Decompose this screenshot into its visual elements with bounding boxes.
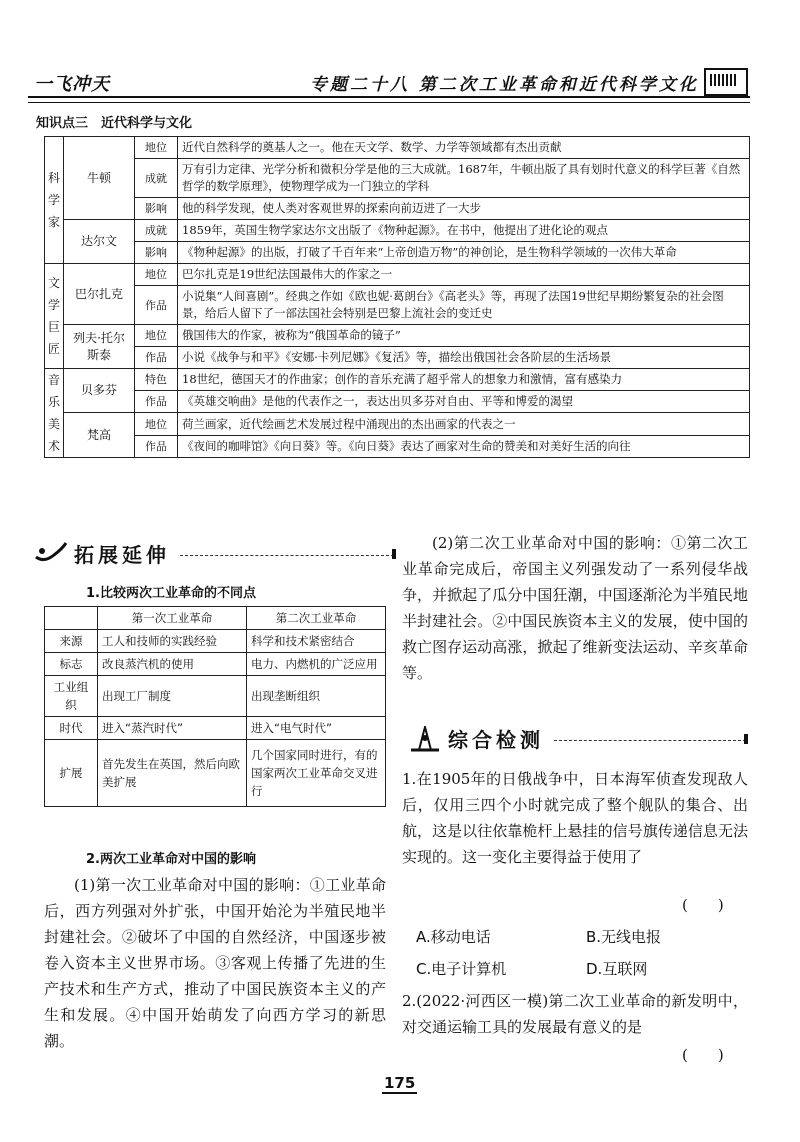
page-header — [28, 66, 750, 100]
compare-row-label: 工业组织 — [45, 676, 98, 717]
compare-cell: 出现垄断组织 — [247, 676, 386, 717]
compare-header-cell: 第一次工业革命 — [98, 607, 247, 630]
impact-paragraph-1: (1)第一次工业革命对中国的影响：①工业革命后，西方列强对外扩张，中国开始沦为半殖民地半封建社会。②破坏了中国的自然经济，中国逐步被卷入资本主义世界市场。③客观上传播了先进的生产技术和生产方式，推动了中国民族资本主义的产生和发展。④中国开始萌发了向西方学习的新思潮。 — [44, 876, 386, 1050]
answer-parentheses: ( ) — [682, 1046, 724, 1064]
series-logo: 一飞冲天 — [34, 74, 110, 95]
person-name: 牛顿 — [64, 137, 135, 220]
compare-cell: 进入“蒸汽时代” — [98, 717, 247, 740]
question-1: 1.在1905年的日俄战争中，日本海军侦查发现敌人后，仅用三四个小时就完成了整个舰队的集合、出航，这是以往依靠桅杆上悬挂的信号旗传递信息无法实现的。这一变化主要得益于使用了 — [402, 770, 748, 866]
compare-cell: 工人和技师的实践经验 — [98, 630, 247, 653]
row-label: 作品 — [135, 286, 178, 325]
banner-rule — [180, 555, 394, 556]
row-label: 影响 — [135, 198, 178, 220]
option-d: D.互联网 — [586, 960, 648, 978]
person-name: 巴尔扎克 — [64, 264, 135, 325]
row-label: 作品 — [135, 391, 178, 413]
row-label: 地位 — [135, 325, 178, 347]
row-text: 他的科学发现，使人类对客观世界的探索向前迈进了一大步 — [178, 198, 750, 220]
row-text: 荷兰画家，近代绘画艺术发展过程中涌现出的杰出画家的代表之一 — [178, 413, 750, 436]
compare-row-label: 标志 — [45, 653, 98, 676]
row-text: 18世纪，德国天才的作曲家；创作的音乐充满了超乎常人的想象力和激情，富有感染力 — [178, 369, 750, 391]
header-decoration-icon — [704, 68, 748, 96]
row-text: 巴尔扎克是19世纪法国最伟大的作家之一 — [178, 264, 750, 286]
row-label: 地位 — [135, 264, 178, 286]
question-2: 2.(2022·河西区一模)第二次工业革命的新发明中，对交通运输工具的发展最有意义的是 — [402, 992, 748, 1036]
compare-cell: 几个国家同时进行，有的国家两次工业革命交叉进行 — [247, 740, 386, 807]
banner-end-mark — [744, 734, 748, 744]
row-text: 《英雄交响曲》是他的代表作之一，表达出贝多芬对自由、平等和博爱的渴望 — [178, 391, 750, 413]
section-title: 知识点三 近代科学与文化 — [36, 116, 193, 131]
option-a: A.移动电话 — [416, 928, 491, 946]
row-label: 成就 — [135, 220, 178, 242]
extension-banner — [30, 537, 394, 567]
row-text: 近代自然科学的奠基人之一。他在天文学、数学、力学等领域都有杰出贡献 — [178, 137, 750, 159]
person-name: 列夫·托尔斯泰 — [64, 325, 135, 369]
option-c: C.电子计算机 — [416, 960, 507, 978]
row-text: 小说《战争与和平》《安娜·卡列尼娜》《复活》等，描绘出俄国社会各阶层的生活场景 — [178, 347, 750, 369]
row-label: 特色 — [135, 369, 178, 391]
row-label: 地位 — [135, 413, 178, 436]
row-label: 作品 — [135, 347, 178, 369]
page-number: 175 — [384, 1074, 416, 1092]
row-label: 作品 — [135, 436, 178, 458]
extension-title: 拓展延伸 — [74, 543, 170, 567]
banner-rule — [554, 740, 746, 741]
compare-row-label: 时代 — [45, 717, 98, 740]
row-text: 《夜间的咖啡馆》《向日葵》等。《向日葵》表达了画家对生命的赞美和对美好生活的向往 — [178, 436, 750, 458]
knowledge-table — [44, 136, 750, 458]
compare-row-label: 来源 — [45, 630, 98, 653]
banner-end-mark — [392, 549, 396, 559]
row-label: 影响 — [135, 242, 178, 264]
answer-parentheses: ( ) — [682, 896, 724, 914]
row-text: 1859年，英国生物学家达尔文出版了《物种起源》。在书中，他提出了进化论的观点 — [178, 220, 750, 242]
row-text: 万有引力定律、光学分析和微积分学是他的三大成就。1687年，牛顿出版了具有划时代意义的科学巨著《自然哲学的数学原理》，使物理学成为一门独立的学科 — [178, 159, 750, 198]
compare-cell: 电力、内燃机的广泛应用 — [247, 653, 386, 676]
chapter-title: 专题二十八 第二次工业革命和近代科学文化 — [310, 75, 699, 95]
tower-icon — [408, 726, 442, 748]
compare-cell: 科学和技术紧密结合 — [247, 630, 386, 653]
test-title: 综合检测 — [448, 728, 544, 752]
compare-cell: 进入“电气时代” — [247, 717, 386, 740]
category-literature: 文学巨匠 — [45, 264, 64, 369]
option-b: B.无线电报 — [586, 928, 662, 946]
impact-paragraph-2: (2)第二次工业革命对中国的影响：①第二次工业革命完成后，帝国主义列强发动了一系列侵华战争，并掀起了瓜分中国狂潮，中国逐渐沦为半殖民地半封建社会。②中国民族资本主义的发展，使中国的救亡图存运动高涨，掀起了维新变法运动、辛亥革命等。 — [402, 534, 748, 682]
swoosh-icon — [34, 541, 68, 563]
compare-row-label: 扩展 — [45, 740, 98, 807]
compare-header-cell — [45, 607, 98, 630]
person-name: 贝多芬 — [64, 369, 135, 413]
category-music-art: 音乐美术 — [45, 369, 64, 458]
compare-subtitle: 1.比较两次工业革命的不同点 — [86, 586, 256, 601]
compare-cell: 出现工厂制度 — [98, 676, 247, 717]
impact-subtitle: 2.两次工业革命对中国的影响 — [86, 852, 256, 867]
person-name: 梵高 — [64, 413, 135, 458]
row-text: 俄国伟大的作家，被称为“俄国革命的镜子” — [178, 325, 750, 347]
compare-cell: 改良蒸汽机的使用 — [98, 653, 247, 676]
row-text: 《物种起源》的出版，打破了千百年来“上帝创造万物”的神创论，是生物科学领域的一次伟大革命 — [178, 242, 750, 264]
row-label: 成就 — [135, 159, 178, 198]
person-name: 达尔文 — [64, 220, 135, 264]
header-rule — [28, 96, 750, 103]
compare-table — [44, 606, 386, 807]
compare-header-cell: 第二次工业革命 — [247, 607, 386, 630]
category-scientists: 科学家 — [45, 137, 64, 264]
row-text: 小说集“人间喜剧”。经典之作如《欧也妮·葛朗台》《高老头》等，再现了法国19世纪早期纷繁复杂的社会图景，给后人留下了一部法国社会特别是巴黎上流社会的变迁史 — [178, 286, 750, 325]
compare-cell: 首先发生在英国，然后向欧美扩展 — [98, 740, 247, 807]
row-label: 地位 — [135, 137, 178, 159]
test-banner — [404, 722, 746, 752]
